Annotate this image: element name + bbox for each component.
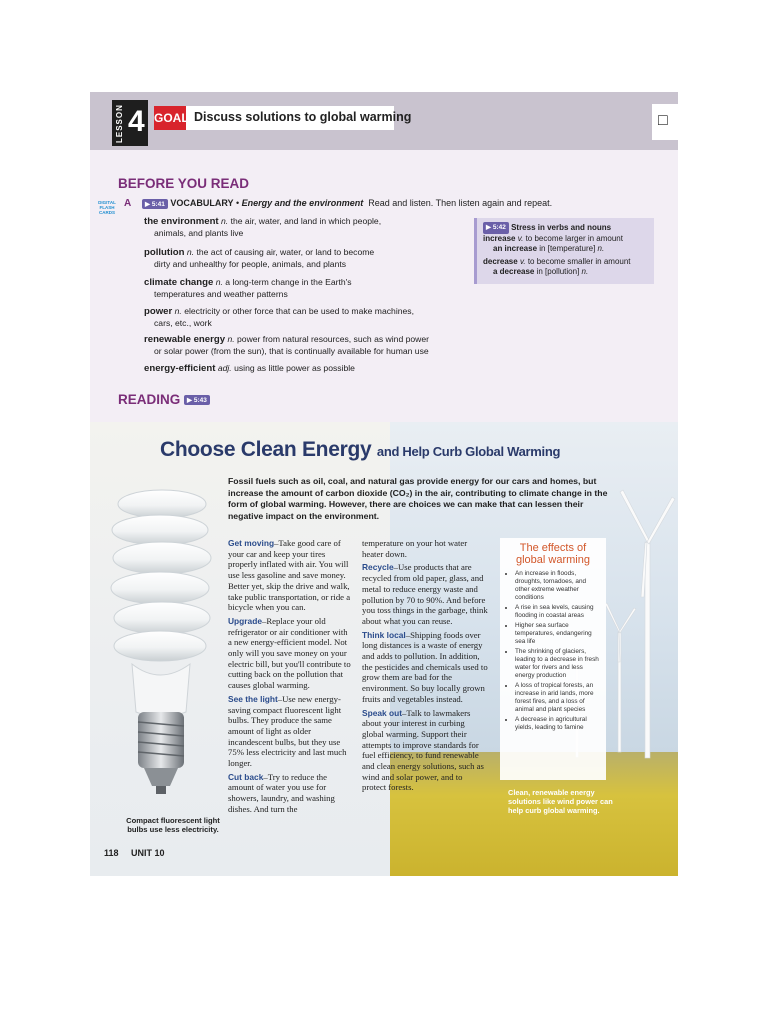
article-column-2 <box>362 538 488 793</box>
effect-item: • A rise in sea levels, causing flooding in coastal areas <box>515 604 600 620</box>
audio-play-icon[interactable]: ▶ 5:43 <box>184 395 210 405</box>
effect-item: • Higher sea surface temperatures, endangering sea life <box>515 622 600 646</box>
audio-play-icon[interactable]: ▶ 5:41 <box>142 199 168 209</box>
vocab-topic: Energy and the environment <box>241 198 364 208</box>
vocab-label: VOCABULARY <box>170 198 234 208</box>
vocab-term: pollution n. the act of causing air, water, or land to become dirty and unhealthy for people, animals, and plants <box>144 247 375 269</box>
flash-cards-icon[interactable]: DIGITAL FLASH CARDS <box>98 200 116 215</box>
audio-play-icon[interactable]: ▶ 5:42 <box>483 222 509 234</box>
goal-text: Discuss solutions to global warming <box>194 110 412 124</box>
vocab-term: climate change n. a long-term change in the Earth's temperatures and weather patterns <box>144 277 352 299</box>
bookmark-icon[interactable]: □ <box>652 104 678 140</box>
vocab-term: renewable energy n. power from natural resources, such as wind power or solar power (from the sun), that is continually available for human use <box>144 334 430 356</box>
effect-item: • A decrease in agricultural yields, leading to famine <box>515 716 600 732</box>
tip-paragraph: Cut back–Try to reduce the amount of water you use for showers, laundry, and washing dishes. And turn the <box>228 771 335 814</box>
page-footer <box>104 848 175 858</box>
page-number: 118 <box>104 848 119 858</box>
bulb-caption: Compact fluorescent light bulbs use less electricity. <box>126 816 220 835</box>
effects-title: The effects of global warming <box>516 542 590 566</box>
unit-label: UNIT 10 <box>131 848 165 858</box>
exercise-letter: A <box>124 198 132 209</box>
tip-paragraph: Speak out–Talk to lawmakers about your interest in curbing global warming. Support their attempts to improve standards for fuel efficiency, to fund renewable and clean energy solutions, such as wind and solar power, and to protect forests. <box>362 707 484 793</box>
vocab-term: energy-efficient adj. using as little power as possible <box>144 363 355 374</box>
tip-paragraph: Recycle–Use products that are recycled from old paper, glass, and metal to reduce energy waste and pollution by 70 to 90%. And before you toss things in the garbage, think about what you can reuse. <box>362 562 488 626</box>
vocabulary-instruction: ▶ 5:41 VOCABULARY • Energy and the environment Read and listen. Then listen again and repeat. <box>142 198 552 209</box>
tip-paragraph: temperature on your hot water heater down. <box>362 538 468 559</box>
reading-title: READING ▶ 5:43 <box>118 392 210 407</box>
article-column-1 <box>228 538 352 815</box>
tip-paragraph: Think local–Shipping foods over long distances is a waste of energy and adds to pollution. In addition, the pesticides and chemicals used to grow them are bad for the environment. So buy locally grown fruits and vegetables instead. <box>362 629 488 704</box>
effect-item: • A loss of tropical forests, an increase in arid lands, more forest fires, and a loss of animal and plant species <box>515 682 600 714</box>
effect-item: • An increase in floods, droughts, tornadoes, and other extreme weather conditions <box>515 570 600 602</box>
vocab-directions: Read and listen. Then listen again and repeat. <box>368 198 553 208</box>
before-you-read-title: BEFORE YOU READ <box>118 176 250 191</box>
effects-sidebar <box>500 538 606 780</box>
stress-note-box: ▶ 5:42 Stress in verbs and nouns increase v. to become larger in amount an increase in [temperature] n. decrease v. to become smaller in amount a decrease in [pollution] n. <box>474 218 654 284</box>
vocab-term: power n. electricity or other force that can be used to make machines, cars, etc., work <box>144 306 414 328</box>
article-title: Choose Clean Energy and Help Curb Global Warming <box>160 438 561 461</box>
effect-item: • The shrinking of glaciers, leading to a decrease in fresh water for rivers and less energy production <box>515 648 600 680</box>
goal-badge: GOAL <box>154 106 186 130</box>
lesson-label: LESSON <box>115 104 124 144</box>
vocab-term: the environment n. the air, water, and land in which people, animals, and plants live <box>144 216 382 238</box>
photo-caption: Clean, renewable energy solutions like wind power can help curb global warming. <box>508 788 613 815</box>
tip-paragraph: Get moving–Take good care of your car and keep your tires properly inflated with air. You will use less gasoline and save money. Better yet, skip the drive and walk, take public transportation, or ride a bicycle when you can. <box>228 538 351 613</box>
fluorescent-bulb-photo <box>104 486 216 808</box>
tip-paragraph: Upgrade–Replace your old refrigerator or air conditioner with a new energy-efficient model. Not only will you save money on your electric bill, but you'll contribute to cutting back on the pollution that causes global warming. <box>228 615 351 691</box>
textbook-page <box>90 92 678 876</box>
article-intro: Fossil fuels such as oil, coal, and natural gas provide energy for our cars and homes, but increase the amount of carbon dioxide (CO₂) in the air, contributing to climate change in the form of global warming. However, there are choices we can make that can lessen their negative impact on the environment. <box>228 476 608 521</box>
tip-paragraph: See the light–Use new energy-saving compact fluorescent light bulbs. They produce the same amount of light as older incandescent bulbs, but they use 75% less electricity and last much longer. <box>228 693 347 769</box>
lesson-number: 4 <box>128 105 145 138</box>
